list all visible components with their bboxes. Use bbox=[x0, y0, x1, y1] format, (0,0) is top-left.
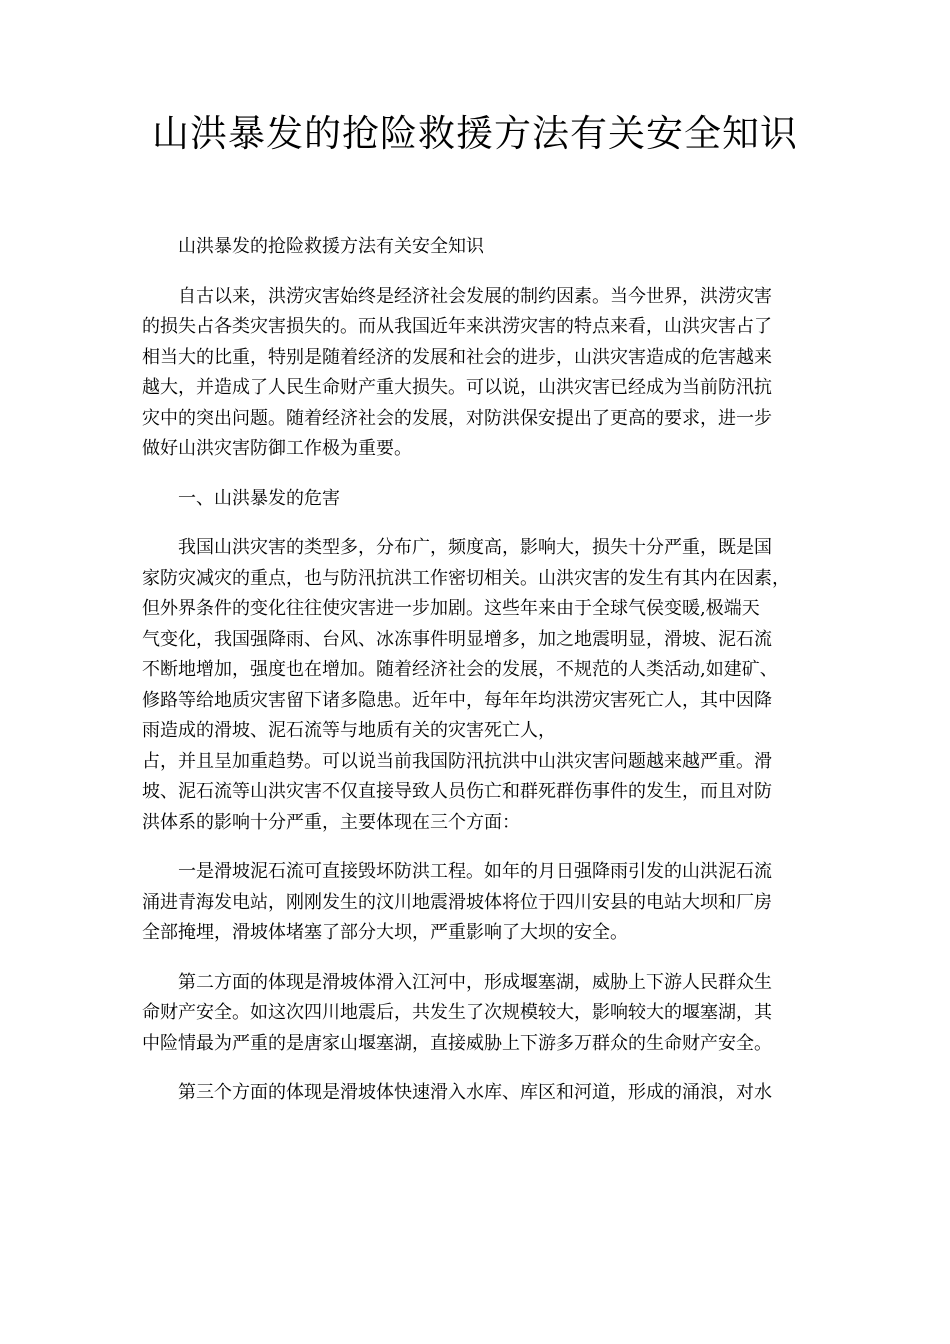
document-body bbox=[142, 232, 816, 1128]
point-two-paragraph bbox=[142, 968, 816, 1060]
text-line: 自古以来，洪涝灾害始终是经济社会发展的制约因素。当今世界，洪涝灾害 bbox=[178, 285, 772, 307]
text-line: 做好山洪灾害防御工作极为重要。 bbox=[142, 438, 412, 459]
document-title: 山洪暴发的抢险救援方法有关安全知识 bbox=[152, 112, 798, 155]
text-line: 的损失占各类灾害损失的。而从我国近年来洪涝灾害的特点来看，山洪灾害占了 bbox=[142, 316, 772, 337]
text-line: 相当大的比重，特别是随着经济的发展和社会的进步，山洪灾害造成的危害越来 bbox=[142, 346, 772, 368]
text-line: 第三个方面的体现是滑坡体快速滑入水库、库区和河道，形成的涌浪，对水 bbox=[178, 1082, 772, 1103]
section-heading: 一、山洪暴发的危害 bbox=[178, 487, 340, 509]
point-three-paragraph bbox=[142, 1078, 816, 1109]
document-subtitle: 山洪暴发的抢险救援方法有关安全知识 bbox=[178, 236, 484, 257]
text-line: 但外界条件的变化往往使灾害进一步加剧。这些年来由于全球气侯变暖,极端天 bbox=[142, 598, 760, 619]
intro-paragraph bbox=[142, 282, 816, 465]
text-line: 坡、泥石流等山洪灾害不仅直接导致人员伤亡和群死群伤事件的发生，而且对防 bbox=[142, 781, 772, 802]
text-line: 中险情最为严重的是唐家山堰塞湖，直接威胁上下游多万群众的生命财产安全。 bbox=[142, 1032, 772, 1054]
point-one-paragraph bbox=[142, 857, 816, 949]
text-line: 灾中的突出问题。随着经济社会的发展，对防洪保安提出了更高的要求，进一步 bbox=[142, 407, 772, 429]
text-line: 不断地增加，强度也在增加。随着经济社会的发展，不规范的人类活动,如建矿、 bbox=[142, 659, 778, 680]
text-line: 一是滑坡泥石流可直接毁坏防洪工程。如年的月日强降雨引发的山洪泥石流 bbox=[178, 861, 772, 882]
text-line: 第二方面的体现是滑坡体滑入江河中，形成堰塞湖，威胁上下游人民群众生 bbox=[178, 971, 772, 993]
text-line: 雨造成的滑坡、泥石流等与地质有关的灾害死亡人， bbox=[142, 720, 556, 741]
text-line: 占，并且呈加重趋势。可以说当前我国防汛抗洪中山洪灾害问题越来越严重。滑 bbox=[142, 750, 772, 772]
text-line: 洪体系的影响十分严重，主要体现在三个方面： bbox=[142, 811, 520, 833]
text-line: 修路等给地质灾害留下诸多隐患。近年中，每年年均洪涝灾害死亡人，其中因降 bbox=[142, 689, 772, 711]
text-line: 涌进青海发电站，刚刚发生的汶川地震滑坡体将位于四川安县的电站大坝和厂房 bbox=[142, 891, 772, 913]
text-line: 我国山洪灾害的类型多，分布广，频度高，影响大，损失十分严重，既是国 bbox=[178, 537, 772, 558]
text-line: 越大，并造成了人民生命财产重大损失。可以说，山洪灾害已经成为当前防汛抗 bbox=[142, 377, 772, 398]
text-line: 全部掩埋，滑坡体堵塞了部分大坝，严重影响了大坝的安全。 bbox=[142, 922, 628, 943]
text-line: 命财产安全。如这次四川地震后，共发生了次规模较大，影响较大的堰塞湖，其 bbox=[142, 1002, 772, 1023]
text-line: 家防灾减灾的重点，也与防汛抗洪工作密切相关。山洪灾害的发生有其内在因素， bbox=[142, 567, 790, 589]
text-line: 气变化，我国强降雨、台风、冰冻事件明显增多，加之地震明显，滑坡、泥石流 bbox=[142, 628, 772, 650]
section-paragraph bbox=[142, 533, 816, 838]
